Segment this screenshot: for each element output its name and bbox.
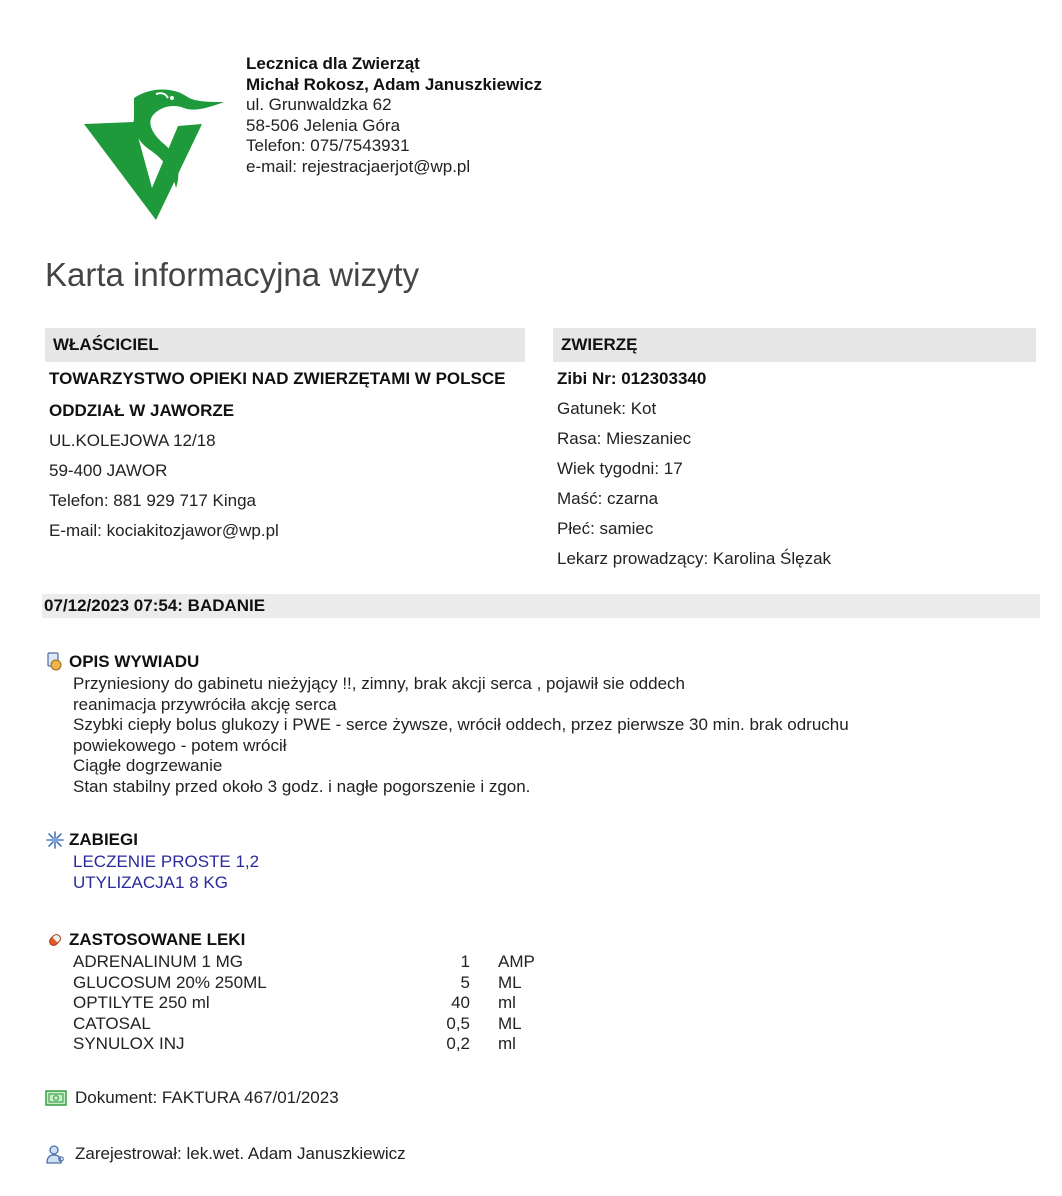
procedures-title: ZABIEGI — [69, 830, 138, 849]
animal-doctor: Lekarz prowadzący: Karolina Ślęzak — [557, 549, 832, 568]
interview-line: Przyniesiony do gabinetu nieżyjący !!, zimny, brak akcji serca , pojawił sie oddech — [73, 674, 685, 693]
owner-branch: ODDZIAŁ W JAWORZE — [49, 401, 235, 420]
owner-org: TOWARZYSTWO OPIEKI NAD ZWIERZĘTAMI W POLSCE — [49, 369, 506, 388]
clinic-name: Lecznica dla Zwierząt — [246, 54, 420, 73]
drug-unit: AMP — [498, 952, 535, 971]
doctor-icon — [45, 1144, 67, 1164]
owner-phone: Telefon: 881 929 717 Kinga — [49, 491, 257, 510]
clinic-owners: Michał Rokosz, Adam Januszkiewicz — [246, 74, 543, 94]
drugs-title: ZASTOSOWANE LEKI — [69, 930, 246, 949]
page-title: Karta informacyjna wizyty — [45, 256, 420, 293]
drug-qty: 1 — [460, 952, 470, 971]
clinic-header — [246, 54, 542, 177]
interview-line: Stan stabilny przed około 3 godz. i nagłe pogorszenie i zgon. — [73, 776, 531, 796]
procedures-icon — [45, 830, 65, 850]
owner-header: WŁAŚCICIEL — [45, 328, 525, 362]
animal-age: Wiek tygodni: 17 — [557, 459, 683, 478]
drug-qty: 40 — [451, 993, 470, 1012]
drug-qty: 5 — [460, 972, 470, 992]
animal-color: Maść: czarna — [557, 489, 659, 508]
drug-unit: ml — [498, 993, 516, 1012]
animal-name-nr: Zibi Nr: 012303340 — [557, 369, 707, 388]
drug-qty: 0,2 — [446, 1034, 470, 1053]
clinic-email: e-mail: rejestracjaerjot@wp.pl — [246, 156, 471, 176]
table-row — [73, 1034, 558, 1055]
drug-name: ADRENALINUM 1 MG — [73, 952, 244, 971]
drug-qty: 0,5 — [446, 1013, 470, 1033]
animal-species: Gatunek: Kot — [557, 399, 657, 418]
clinic-street: ul. Grunwaldzka 62 — [246, 95, 392, 114]
procedure-item: LECZENIE PROSTE 1,2 — [73, 852, 260, 871]
pill-icon — [45, 930, 65, 950]
document-line — [45, 1088, 339, 1108]
procedure-item: UTYLIZACJA1 8 KG — [73, 872, 228, 892]
registered-line — [45, 1144, 406, 1164]
table-row — [73, 952, 558, 973]
interview-line: Ciągłe dogrzewanie — [73, 756, 223, 775]
interview-line: reanimacja przywróciła akcję serca — [73, 694, 337, 714]
procedures-section — [45, 828, 259, 893]
drug-name: SYNULOX INJ — [73, 1034, 185, 1053]
animal-breed: Rasa: Mieszaniec — [557, 429, 692, 448]
interview-text — [45, 674, 849, 797]
owner-street: UL.KOLEJOWA 12/18 — [49, 431, 216, 450]
visit-header: 07/12/2023 07:54: BADANIE — [42, 594, 1040, 618]
table-row — [73, 993, 558, 1014]
invoice-icon — [45, 1088, 67, 1108]
animal-header: ZWIERZĘ — [553, 328, 1036, 362]
drug-unit: ML — [498, 972, 522, 992]
drug-unit: ml — [498, 1034, 516, 1053]
document-text: Dokument: FAKTURA 467/01/2023 — [75, 1088, 339, 1107]
drugs-table — [73, 952, 558, 1055]
drugs-section — [45, 928, 558, 1055]
animal-sex: Płeć: samiec — [557, 519, 654, 538]
interview-line: Szybki ciepły bolus glukozy i PWE - serce żywsze, wrócił oddech, przez pierwsze 30 min. brak odruchu — [73, 715, 849, 734]
interview-section — [45, 650, 849, 797]
drug-name: GLUCOSUM 20% 250ML — [73, 972, 267, 992]
clinic-logo — [82, 84, 232, 222]
interview-line: powiekowego - potem wrócił — [73, 735, 287, 755]
owner-section — [45, 328, 525, 542]
drug-unit: ML — [498, 1013, 522, 1033]
clinic-phone: Telefon: 075/7543931 — [246, 136, 410, 155]
clinic-city: 58-506 Jelenia Góra — [246, 115, 401, 135]
interview-title: OPIS WYWIADU — [69, 652, 200, 671]
owner-email: E-mail: kociakitozjawor@wp.pl — [49, 521, 279, 540]
procedures-list — [45, 852, 259, 893]
drug-name: CATOSAL — [73, 1013, 151, 1033]
table-row — [73, 973, 558, 994]
interview-icon — [45, 652, 65, 672]
drug-name: OPTILYTE 250 ml — [73, 993, 210, 1012]
animal-section — [553, 328, 1036, 570]
registered-text: Zarejestrował: lek.wet. Adam Januszkiewicz — [75, 1144, 406, 1163]
owner-city: 59-400 JAWOR — [49, 461, 168, 480]
table-row — [73, 1014, 558, 1035]
